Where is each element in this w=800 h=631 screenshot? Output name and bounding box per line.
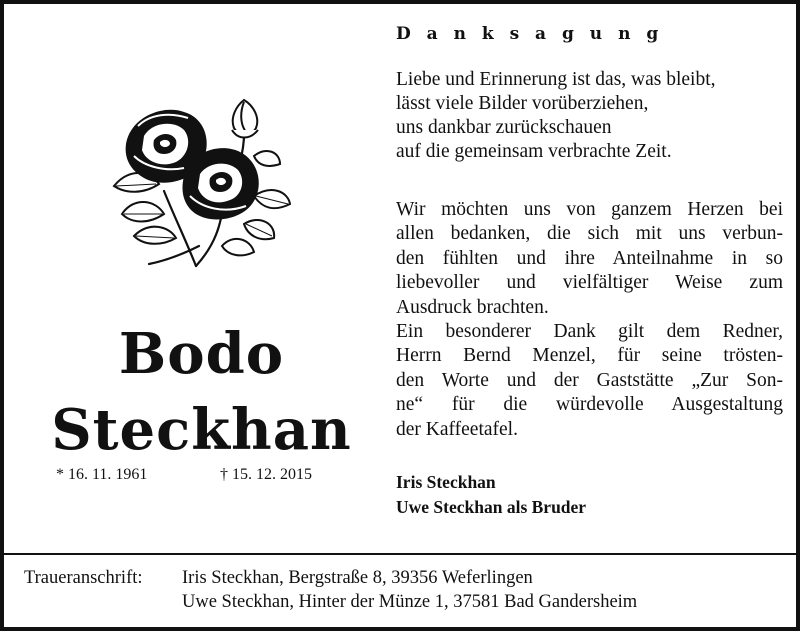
address-line: Iris Steckhan, Bergstraße 8, 39356 Weferlingen xyxy=(182,568,533,588)
notice-heading: D a n k s a g u n g xyxy=(396,24,664,44)
body-line: Ausdruck brachten. xyxy=(396,296,549,318)
poem-line: auf die gemeinsam verbrachte Zeit. xyxy=(396,141,672,162)
poem-line: lässt viele Bilder vorüberziehen, xyxy=(396,93,649,114)
signature-line: Uwe Steckhan als Bruder xyxy=(396,497,587,517)
poem-line: uns dankbar zurückschauen xyxy=(396,117,612,138)
body-line: ne“ für die würdevolle Ausgestaltung xyxy=(396,394,783,416)
deceased-last-name: Steckhan xyxy=(51,397,352,463)
address-label: Traueranschrift: xyxy=(24,568,143,588)
body-line: den Worte und der Gaststätte „Zur Son- xyxy=(396,369,783,391)
body-line: Ein besonderer Dank gilt dem Redner, xyxy=(396,321,783,343)
signatures xyxy=(396,470,586,520)
deceased-first-name: Bodo xyxy=(118,321,285,387)
body-line: allen bedanken, die sich mit uns verbun- xyxy=(396,223,783,245)
body-line: Wir möchten uns von ganzem Herzen bei xyxy=(396,199,783,220)
body-line: liebevoller und vielfältiger Weise zum xyxy=(396,272,783,294)
death-date: † 15. 12. 2015 xyxy=(220,466,312,483)
birth-date: * 16. 11. 1961 xyxy=(56,466,148,483)
body-line: Herrn Bernd Menzel, für seine trösten- xyxy=(396,345,783,367)
thank-you-text xyxy=(396,198,783,442)
address-line: Uwe Steckhan, Hinter der Münze 1, 37581 Bad Gandersheim xyxy=(182,592,638,612)
divider xyxy=(4,553,796,555)
poem-line: Liebe und Erinnerung ist das, was bleibt, xyxy=(396,69,716,90)
poem xyxy=(396,68,786,164)
body-line: der Kaffeetafel. xyxy=(396,418,518,440)
signature-line: Iris Steckhan xyxy=(396,472,496,492)
roses-icon xyxy=(104,96,294,276)
body-line: den fühlten und ihre Anteilnahme in so xyxy=(396,247,783,269)
mourning-address xyxy=(24,566,637,614)
